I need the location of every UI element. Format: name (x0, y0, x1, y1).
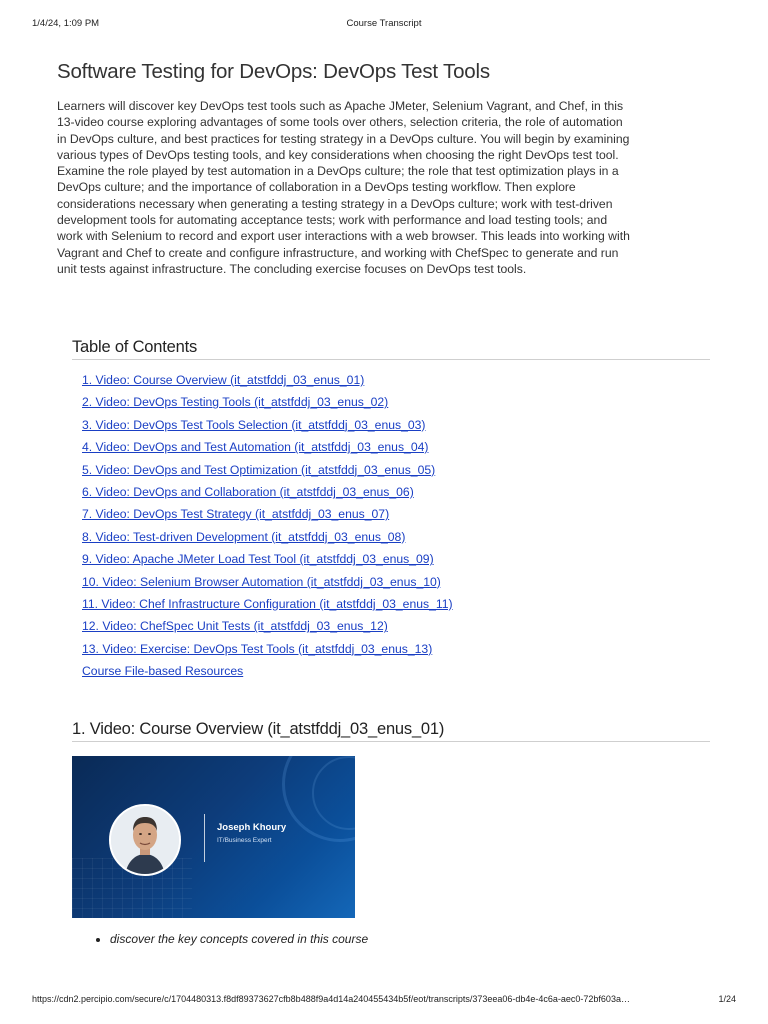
presenter-role: IT/Business Expert (217, 837, 272, 844)
toc-item (82, 391, 710, 413)
toc-item (82, 414, 710, 436)
table-of-contents (72, 338, 710, 682)
print-page-title: Course Transcript (346, 18, 422, 29)
toc-link-6[interactable]: 6. Video: DevOps and Collaboration (it_atstfddj_03_enus_06) (82, 484, 414, 499)
toc-heading: Table of Contents (72, 338, 710, 360)
toc-link-10[interactable]: 10. Video: Selenium Browser Automation (it_atstfddj_03_enus_10) (82, 574, 441, 589)
course-intro (57, 60, 717, 277)
course-title: Software Testing for DevOps: DevOps Test Tools (57, 60, 490, 83)
toc-link-3[interactable]: 3. Video: DevOps Test Tools Selection (it_atstfddj_03_enus_03) (82, 417, 426, 432)
presenter-portrait-icon (111, 806, 179, 874)
toc-item (82, 526, 710, 548)
toc-link-12[interactable]: 12. Video: ChefSpec Unit Tests (it_atstfddj_03_enus_12) (82, 619, 388, 634)
toc-item (82, 593, 710, 615)
toc-item (82, 369, 710, 391)
print-header (32, 18, 736, 32)
toc-link-8[interactable]: 8. Video: Test-driven Development (it_atstfddj_03_enus_08) (82, 529, 406, 544)
toc-link-11[interactable]: 11. Video: Chef Infrastructure Configuration (it_atstfddj_03_enus_11) (82, 596, 453, 611)
toc-item (82, 660, 710, 682)
video-thumbnail[interactable] (72, 756, 355, 918)
toc-item (82, 571, 710, 593)
toc-link-4[interactable]: 4. Video: DevOps and Test Automation (it_atstfddj_03_enus_04) (82, 440, 429, 455)
toc-item (82, 503, 710, 525)
presenter-avatar (109, 804, 181, 876)
toc-item (82, 638, 710, 660)
toc-item (82, 436, 710, 458)
toc-item (82, 459, 710, 481)
toc-item (82, 615, 710, 637)
toc-link-5[interactable]: 5. Video: DevOps and Test Optimization (it_atstfddj_03_enus_05) (82, 462, 436, 477)
objective-item: • discover the key concepts covered in this course (110, 932, 710, 946)
presenter-name: Joseph Khoury (217, 822, 287, 833)
toc-item (82, 548, 710, 570)
print-footer (32, 994, 736, 1008)
toc-link-2[interactable]: 2. Video: DevOps Testing Tools (it_atstfddj_03_enus_02) (82, 395, 389, 410)
toc-link-9[interactable]: 9. Video: Apache JMeter Load Test Tool (it_atstfddj_03_enus_09) (82, 552, 434, 567)
thumbnail-divider (204, 814, 205, 862)
print-url: https://cdn2.percipio.com/secure/c/1704480313.f8df89373627cfb8b488f9a4d14a240455434b5f/eot/transcripts/373eea06-db4e-4c6a-aec0-72bf603a… (32, 994, 630, 1004)
course-description: Learners will discover key DevOps test tools such as Apache JMeter, Selenium Vagrant, and Chef, in this 13-video course exploring advantages of some tools over others, selection criteria, the role of automation in DevOps culture, and best practices for testing strategy in a DevOps culture. You will begin by examining various types of DevOps testing tools, and key considerations when choosing the right DevOps test tool. Examine the role played by test automation in a DevOps culture; the role that test optimization plays in a DevOps culture; and the importance of collaboration in a DevOps testing workflow. Then explore considerations necessary when generating a testing strategy in a DevOps culture; work with test-driven development tools for automating acceptance tests; work with performance and load testing tools; and work with Selenium to record and export user interactions with a web browser. This leads into working with Vagrant and Chef to create and configure infrastructure, and working with ChefSpec to generate and run unit tests against infrastructure. The concluding exercise focuses on DevOps test tools. (57, 99, 630, 276)
toc-link-7[interactable]: 7. Video: DevOps Test Strategy (it_atstfddj_03_enus_07) (82, 507, 390, 522)
toc-list (72, 369, 710, 682)
objectives-list (72, 932, 710, 946)
toc-link-1[interactable]: 1. Video: Course Overview (it_atstfddj_03_enus_01) (82, 373, 365, 387)
print-page-number: 1/24 (718, 994, 736, 1004)
toc-item (82, 481, 710, 503)
toc-link-13[interactable]: 13. Video: Exercise: DevOps Test Tools (it_atstfddj_03_enus_13) (82, 641, 433, 656)
print-datetime: 1/4/24, 1:09 PM (32, 18, 100, 29)
video-1-heading: 1. Video: Course Overview (it_atstfddj_03_enus_01) (72, 720, 710, 742)
video-section-1 (72, 720, 710, 946)
toc-link-resources[interactable]: Course File-based Resources (82, 664, 244, 679)
